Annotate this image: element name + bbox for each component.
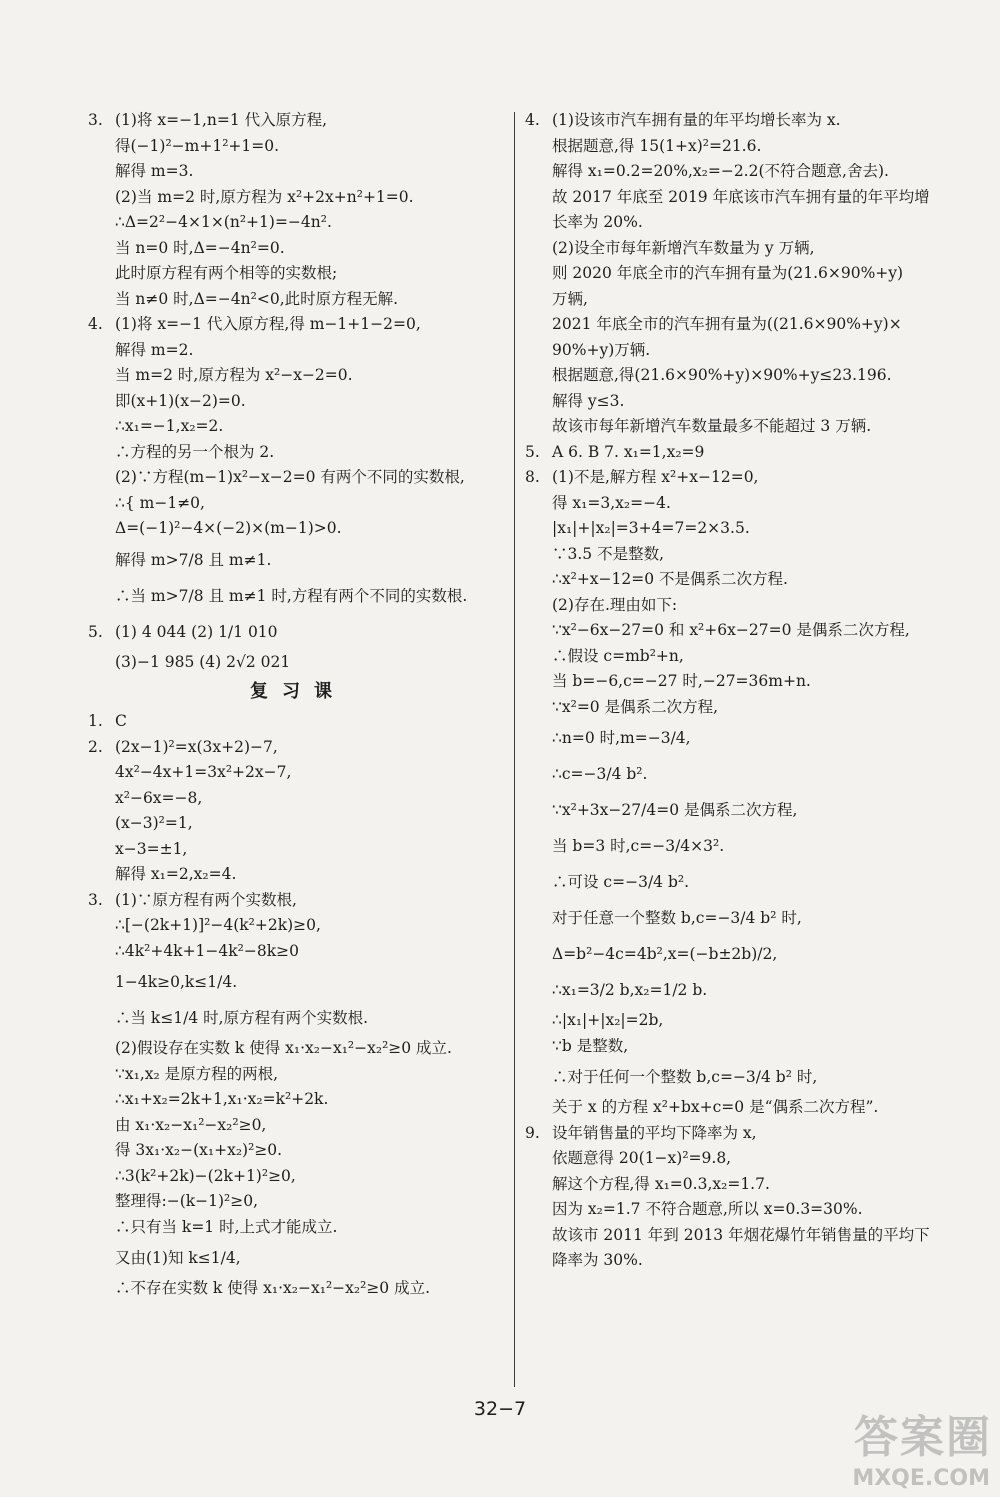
text-line — [525, 491, 965, 517]
line-text: ∴c=−3/4 b². — [552, 765, 648, 783]
line-text: 由 x₁·x₂−x₁²−x₂²≥0, — [115, 1115, 267, 1134]
line-text: 降率为 30%. — [552, 1251, 643, 1269]
question-number: 5. — [88, 622, 103, 641]
text-line — [88, 159, 508, 185]
line-text: ∴3(k²+2k)−(2k+1)²≥0, — [115, 1166, 296, 1185]
line-text: 2021 年底全市的汽车拥有量为((21.6×90%+y)× — [552, 315, 902, 333]
line-text: 90%+y)万辆. — [552, 340, 651, 359]
watermark-logo-text: 答案圈 — [854, 1412, 992, 1463]
line-text: 设年销售量的平均下降率为 x, — [552, 1123, 757, 1142]
text-line — [525, 389, 965, 415]
line-text: 此时原方程有两个相等的实数根; — [115, 264, 338, 282]
text-line — [88, 1215, 508, 1241]
line-text: ∴可设 c=−3/4 b². — [552, 873, 690, 891]
line-text: (1)将 x=−1 代入原方程,得 m−1+1−2=0, — [115, 315, 421, 333]
text-line — [88, 312, 508, 338]
text-line — [88, 862, 508, 888]
text-line — [525, 338, 965, 364]
text-line — [88, 389, 508, 415]
line-text: ∴Δ=2²−4×1×(n²+1)=−4n². — [115, 213, 332, 231]
text-line — [88, 338, 508, 364]
line-text: (1) 4 044 (2) 1/1 010 — [115, 622, 278, 641]
question-number: 1. — [88, 712, 103, 730]
line-text: ∴x₁=−1,x₂=2. — [115, 417, 224, 435]
line-text: (x−3)²=1, — [115, 814, 193, 832]
line-text: 得(−1)²−m+1²+1=0. — [115, 136, 280, 155]
text-line — [525, 695, 965, 721]
text-line — [525, 185, 965, 211]
text-line — [88, 363, 508, 389]
line-text: 解得 x₁=2,x₂=4. — [115, 865, 237, 883]
text-line — [88, 1164, 508, 1190]
text-line — [88, 134, 508, 160]
question-number: 9. — [525, 1123, 540, 1142]
text-line — [88, 185, 508, 211]
text-line — [525, 312, 965, 338]
line-text: ∴x²+x−12=0 不是偶系二次方程. — [552, 570, 788, 588]
line-text: 解这个方程,得 x₁=0.3,x₂=1.7. — [552, 1174, 770, 1193]
text-line — [525, 1095, 965, 1121]
line-text: ∴4k²+4k+1−4k²−8k≥0 — [115, 941, 299, 960]
text-line — [525, 134, 965, 160]
text-line — [525, 210, 965, 236]
line-text: ∴当 k≤1/4 时,原方程有两个实数根. — [115, 1009, 369, 1027]
text-line — [525, 465, 965, 491]
line-text: 1−4k≥0,k≤1/4. — [115, 973, 238, 991]
line-text: ∵3.5 不是整数, — [552, 544, 665, 563]
text-line — [88, 786, 508, 812]
line-text: 得 3x₁·x₂−(x₁+x₂)²≥0. — [115, 1141, 283, 1159]
line-text: 即(x+1)(x−2)=0. — [115, 391, 246, 410]
text-line — [525, 972, 965, 1008]
text-line — [525, 1223, 965, 1249]
line-text: ∴x₁=3/2 b,x₂=1/2 b. — [552, 981, 708, 999]
line-text: (3)−1 985 (4) 2√2 021 — [115, 652, 291, 671]
text-line — [88, 1062, 508, 1088]
line-text: ∴方程的另一个根为 2. — [115, 442, 275, 461]
text-line — [88, 1189, 508, 1215]
text-line — [88, 939, 508, 965]
line-text: ∵x₁,x₂ 是原方程的两根, — [115, 1064, 279, 1083]
line-text: 故该市 2011 年到 2013 年烟花爆竹年销售量的平均下 — [552, 1225, 930, 1244]
line-text: |x₁|+|x₂|=3+4=7=2×3.5. — [552, 519, 750, 537]
line-text: (1)设该市汽车拥有量的年平均增长率为 x. — [552, 111, 841, 129]
text-line — [88, 516, 508, 542]
line-text: x²−6x=−8, — [115, 788, 203, 807]
text-line — [88, 614, 508, 650]
text-line — [88, 108, 508, 134]
line-text: ∴{ m−1≠0, — [115, 493, 205, 512]
line-text: 当 n≠0 时,Δ=−4n²<0,此时原方程无解. — [115, 289, 399, 308]
line-text: 4x²−4x+1=3x²+2x−7, — [115, 763, 292, 781]
text-line — [88, 650, 508, 676]
text-line — [88, 465, 508, 491]
text-line — [88, 735, 508, 761]
text-line — [88, 964, 508, 1000]
line-text: 则 2020 年底全市的汽车拥有量为(21.6×90%+y) — [552, 264, 904, 282]
right-column — [525, 108, 965, 1274]
line-text: ∵x²=0 是偶系二次方程, — [552, 697, 719, 716]
column-divider — [514, 112, 515, 1387]
text-line — [525, 261, 965, 287]
text-line — [525, 440, 965, 466]
text-line — [525, 363, 965, 389]
text-line — [525, 414, 965, 440]
line-text: 解得 m=3. — [115, 162, 194, 180]
text-line — [525, 1059, 965, 1095]
line-text: (2)∵方程(m−1)x²−x−2=0 有两个不同的实数根, — [115, 468, 465, 486]
line-text: 根据题意,得(21.6×90%+y)×90%+y≤23.196. — [552, 366, 892, 384]
text-line — [88, 236, 508, 262]
text-line — [88, 837, 508, 863]
line-text: ∵b 是整数, — [552, 1036, 629, 1055]
text-line — [525, 567, 965, 593]
text-line — [525, 159, 965, 185]
line-text: ∵x²−6x−27=0 和 x²+6x−27=0 是偶系二次方程, — [552, 621, 910, 639]
line-text: 解得 x₁=0.2=20%,x₂=−2.2(不符合题意,舍去). — [552, 162, 889, 180]
text-line — [525, 542, 965, 568]
text-line — [525, 644, 965, 670]
line-text: (2)当 m=2 时,原方程为 x²+2x+n²+1=0. — [115, 187, 414, 206]
line-text: 整理得:−(k−1)²≥0, — [115, 1192, 259, 1210]
text-line — [88, 440, 508, 466]
text-line — [525, 936, 965, 972]
line-text: A 6. B 7. x₁=1,x₂=9 — [552, 442, 705, 461]
text-line — [88, 1000, 508, 1036]
question-number: 3. — [88, 890, 103, 909]
line-text: ∴不存在实数 k 使得 x₁·x₂−x₁²−x₂²≥0 成立. — [115, 1279, 431, 1297]
question-number: 2. — [88, 737, 103, 756]
line-text: 当 b=3 时,c=−3/4×3². — [552, 837, 725, 855]
line-text: 长率为 20%. — [552, 213, 643, 231]
watermark-url: MXQE.COM — [852, 1466, 990, 1491]
section-title: 复习课 — [250, 681, 346, 702]
line-text: 又由(1)知 k≤1/4, — [115, 1249, 241, 1267]
line-text: 解得 y≤3. — [552, 391, 625, 410]
text-line — [525, 516, 965, 542]
line-text: 当 n=0 时,Δ=−4n²=0. — [115, 238, 285, 257]
text-line — [88, 414, 508, 440]
text-line — [88, 811, 508, 837]
line-text: C — [115, 712, 127, 730]
line-text: 解得 m>7/8 且 m≠1. — [115, 550, 272, 569]
text-line — [525, 1008, 965, 1034]
text-line — [525, 864, 965, 900]
text-line — [88, 1138, 508, 1164]
text-line — [525, 1172, 965, 1198]
line-text: 关于 x 的方程 x²+bx+c=0 是“偶系二次方程”. — [552, 1098, 879, 1116]
line-text: Δ=(−1)²−4×(−2)×(m−1)>0. — [115, 519, 342, 537]
text-line — [88, 1240, 508, 1276]
text-line — [88, 542, 508, 578]
line-text: 万辆, — [552, 289, 588, 308]
page-number: 32−7 — [473, 1398, 527, 1420]
text-line — [88, 913, 508, 939]
line-text: 根据题意,得 15(1+x)²=21.6. — [552, 136, 762, 155]
text-line — [88, 760, 508, 786]
line-text: (2)设全市每年新增汽车数量为 y 万辆, — [552, 238, 815, 257]
text-line — [525, 593, 965, 619]
line-text: 因为 x₂=1.7 不符合题意,所以 x=0.3=30%. — [552, 1200, 863, 1218]
question-number: 8. — [525, 468, 540, 486]
text-line — [525, 1121, 965, 1147]
line-text: (2)存在.理由如下: — [552, 595, 678, 614]
text-line — [525, 108, 965, 134]
line-text: (2x−1)²=x(3x+2)−7, — [115, 737, 278, 756]
text-line — [525, 792, 965, 828]
line-text: ∴[−(2k+1)]²−4(k²+2k)≥0, — [115, 916, 321, 934]
line-text: ∴|x₁|+|x₂|=2b, — [552, 1011, 664, 1029]
text-line — [525, 1197, 965, 1223]
line-text: 当 b=−6,c=−27 时,−27=36m+n. — [552, 672, 811, 690]
text-line — [525, 618, 965, 644]
question-number: 3. — [88, 111, 103, 129]
line-text: 故 2017 年底至 2019 年底该市汽车拥有量的年平均增 — [552, 187, 930, 206]
line-text: (1)将 x=−1,n=1 代入原方程, — [115, 111, 328, 129]
line-text: Δ=b²−4c=4b²,x=(−b±2b)/2, — [552, 945, 778, 963]
line-text: 故该市每年新增汽车数量最多不能超过 3 万辆. — [552, 417, 872, 435]
line-text: ∴对于任何一个整数 b,c=−3/4 b² 时, — [552, 1068, 818, 1086]
line-text: x−3=±1, — [115, 839, 188, 858]
text-line — [88, 261, 508, 287]
line-text: 解得 m=2. — [115, 340, 194, 359]
line-text: 对于任意一个整数 b,c=−3/4 b² 时, — [552, 909, 802, 927]
line-text: ∴x₁+x₂=2k+1,x₁·x₂=k²+2k. — [115, 1090, 329, 1108]
line-text: ∴n=0 时,m=−3/4, — [552, 729, 691, 747]
watermark-logo — [822, 1401, 992, 1491]
line-text: (2)假设存在实数 k 使得 x₁·x₂−x₁²−x₂²≥0 成立. — [115, 1039, 452, 1057]
text-line — [525, 900, 965, 936]
text-line — [88, 888, 508, 914]
line-text: (1)∵原方程有两个实数根, — [115, 890, 297, 909]
line-text: ∵x²+3x−27/4=0 是偶系二次方程, — [552, 801, 798, 819]
line-text: 依题意得 20(1−x)²=9.8, — [552, 1149, 732, 1167]
question-number: 4. — [525, 111, 540, 129]
text-line — [525, 828, 965, 864]
text-line — [88, 1087, 508, 1113]
text-line — [525, 720, 965, 756]
line-text: ∴当 m>7/8 且 m≠1 时,方程有两个不同的实数根. — [115, 586, 468, 605]
line-text: ∴假设 c=mb²+n, — [552, 646, 684, 665]
line-text: (1)不是,解方程 x²+x−12=0, — [552, 468, 759, 486]
text-line — [88, 491, 508, 517]
text-line — [88, 578, 508, 614]
text-line — [525, 1034, 965, 1060]
text-line — [88, 287, 508, 313]
line-text: ∴只有当 k=1 时,上式才能成立. — [115, 1217, 338, 1236]
line-text: 当 m=2 时,原方程为 x²−x−2=0. — [115, 366, 353, 384]
text-line — [525, 287, 965, 313]
line-text: 得 x₁=3,x₂=−4. — [552, 493, 671, 512]
text-line — [525, 669, 965, 695]
text-line — [88, 709, 508, 735]
left-column — [88, 108, 508, 1302]
text-line — [525, 236, 965, 262]
text-line — [525, 1146, 965, 1172]
text-line — [88, 210, 508, 236]
text-line — [525, 1248, 965, 1274]
text-line — [88, 1113, 508, 1139]
text-line — [88, 1036, 508, 1062]
question-number: 5. — [525, 442, 540, 461]
text-line — [88, 1276, 508, 1302]
question-number: 4. — [88, 315, 103, 333]
text-line — [525, 756, 965, 792]
